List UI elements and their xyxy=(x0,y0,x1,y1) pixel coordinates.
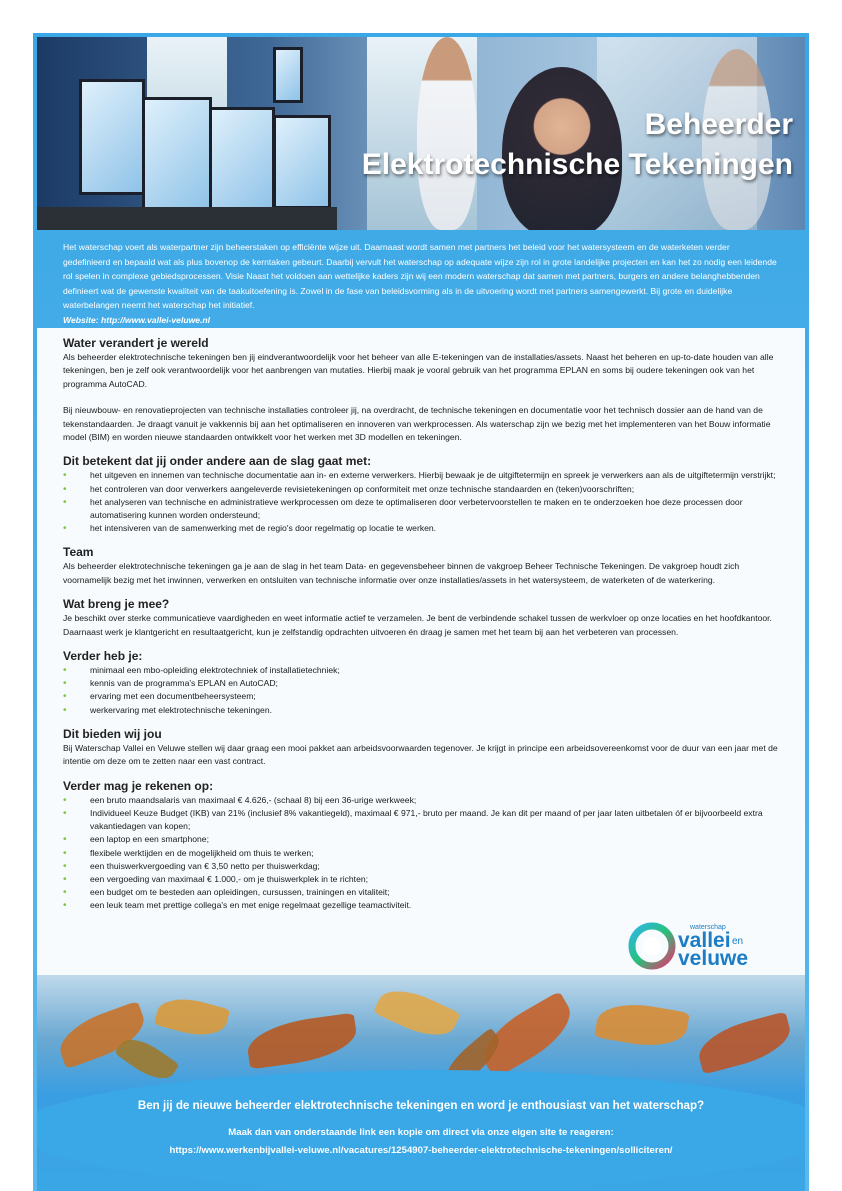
job-title-line1: Beheerder xyxy=(644,108,793,141)
monitor xyxy=(79,79,145,195)
list-item: • een bruto maandsalaris van maximaal € 4.626,- (schaal 8) bij een 36-urige werkweek; xyxy=(63,794,778,807)
leaf-shape xyxy=(245,1013,360,1070)
intro-block xyxy=(63,240,778,328)
header-photo xyxy=(37,37,805,230)
list-item: • een leuk team met prettige collega's en met enige regelmaat gezellige teamactiviteit. xyxy=(63,899,778,912)
list-item: • flexibele werktijden en de mogelijkheid om thuis te werken; xyxy=(63,847,778,860)
list-item: • Individueel Keuze Budget (IKB) van 21% (inclusief 8% vakantiegeld), maximaal € 971,- bruto per maand. Je kan dit per maand of per jaar laten uitbetalen óf er bijvoorbeeld extra vakantiedagen van kopen; xyxy=(63,807,778,833)
intro-text: Het waterschap voert als waterpartner zijn beheerstaken op efficiënte wijze uit. Daarnaast wordt samen met partners het beleid voor het watersysteem en de waterketen verder gedefinieerd en bepaald wat als plus bovenop de kerntaken gebeurt. Daarbij vervult het waterschap op adequate wijze zijn rol in grote landelijke projecten en kan het zo nodig een leidende rol spelen in complexe gebiedsprocessen. Visie Naast het voldoen aan wettelijke kaders zijn wij een modern waterschap dat samen met partners, burgers en andere belanghebbenden definieert wat de gewenste kwaliteit van de taakuitoefening is. Zowel in de fase van beleidsvorming als in de uitvoering wordt met partners samengewerkt. Bij grote en duidelijke waterbelangen neemt het waterschap het initiatief. xyxy=(63,242,777,311)
list-item: • het controleren van door verwerkers aangeleverde revisietekeningen op conformiteit met onze technische standaarden en (teken)voorschriften; xyxy=(63,483,778,496)
waterschap-logo xyxy=(628,918,780,973)
leaf-shape xyxy=(154,992,230,1043)
leaf-shape xyxy=(693,1011,795,1074)
monitor xyxy=(273,47,303,103)
list-item: • werkervaring met elektrotechnische tekeningen. xyxy=(63,704,778,717)
list-item: • ervaring met een documentbeheersysteem; xyxy=(63,690,778,703)
list-item: • een laptop en een smartphone; xyxy=(63,833,778,846)
section-team xyxy=(63,545,778,587)
list-item: • een budget om te besteden aan opleidingen, cursussen, trainingen en vitaliteit; xyxy=(63,886,778,899)
leaf-shape xyxy=(373,980,461,1046)
list-item: • kennis van de programma's EPLAN en AutoCAD; xyxy=(63,677,778,690)
requirements-list xyxy=(63,664,778,717)
section-tasks xyxy=(63,454,778,535)
list-item: • een vergoeding van maximaal € 1.000,- om je thuiswerkplek in te richten; xyxy=(63,873,778,886)
section-heading: Dit betekent dat jij onder andere aan de slag gaat met: xyxy=(63,454,372,469)
section-paragraph: Je beschikt over sterke communicatieve vaardigheden en weet informatie actief te verzamelen. Je bent de verbindende schakel tussen de werkvloer op onze locaties en het hoofdkantoor. Daarnaast werk je klantgericht en resultaatgericht, kun je zelfstandig opdrachten uitvoeren én draag je samen met het team bij aan het verbeteren van processen. xyxy=(63,613,772,637)
website-link[interactable]: Website: http://www.vallei-veluwe.nl xyxy=(63,314,211,325)
job-title-line2: Elektrotechnische Tekeningen xyxy=(361,148,793,181)
list-item: • een thuiswerkvergoeding van € 3,50 netto per thuiswerkdag; xyxy=(63,860,778,873)
job-title xyxy=(362,105,793,185)
section-paragraph: Als beheerder elektrotechnische tekeningen ben jij eindverantwoordelijk voor het beheer van alle E-tekeningen van de installaties/assets. Naast het beheren en up-to-date houden van alle tekeningen, ben je zelf ook verantwoordelijk voor het aanbrengen van mutaties. Hierbij maak je vooral gebruik van het programma EPLAN en soms bij oudere tekeningen ook van het programma AutoCAD. xyxy=(63,352,774,389)
section-water xyxy=(63,336,778,444)
monitor xyxy=(209,107,275,213)
apply-link[interactable]: https://www.werkenbijvallei-veluwe.nl/vacatures/1254907-beheerder-elektrotechnische-tekeningen/solliciteren/ xyxy=(169,1145,673,1156)
section-heading: Verder heb je: xyxy=(63,649,143,664)
desk xyxy=(37,207,337,230)
list-item: • het uitgeven en innemen van technische documentatie aan in- en externe verwerkers. Hierbij bewaak je de uitgiftetermijn en spreek je verwerkers aan als de uitgiftetermijn verstrijkt; xyxy=(63,469,778,482)
cta-instruction: Maak dan van onderstaande link een kopie om direct via onze eigen site te reageren: xyxy=(228,1127,614,1138)
section-heading: Water verandert je wereld xyxy=(63,336,209,350)
cta-question: Ben jij de nieuwe beheerder elektrotechnische tekeningen en word je enthousiast van het waterschap? xyxy=(137,1099,705,1112)
call-to-action xyxy=(37,1098,805,1160)
section-paragraph: Bij Waterschap Vallei en Veluwe stellen wij daar graag een mooi pakket aan arbeidsvoorwaarden tegenover. Je krijgt in principe een arbeidsovereenkomst voor de duur van een jaar met de intentie om deze om te zetten naar een vast contract. xyxy=(63,742,778,767)
list-item: • het intensiveren van de samenwerking met de regio's door regelmatig op locatie te werken. xyxy=(63,522,778,535)
logo-small-text: waterschap xyxy=(690,924,726,931)
section-benefits xyxy=(63,779,778,913)
monitor xyxy=(273,115,331,209)
section-heading: Wat breng je mee? xyxy=(63,597,170,612)
logo-word-vallei: vallei xyxy=(678,929,731,952)
section-heading: Verder mag je rekenen op: xyxy=(63,778,214,793)
section-offer xyxy=(63,727,778,769)
leaf-shape xyxy=(594,997,690,1052)
section-heading: Dit bieden wij jou xyxy=(63,726,162,741)
logo-word-veluwe: veluwe xyxy=(678,947,749,970)
section-paragraph: Als beheerder elektrotechnische tekeningen ga je aan de slag in het team Data- en gegevensbeheer binnen de vakgroep Beheer Technische Tekeningen. De vakgroep houdt zich voornamelijk bezig met het inwinnen, verwerken en ontsluiten van technische informatie over onze installaties/assets in het watersysteem, de waterketen of de waterkering. xyxy=(63,561,740,585)
section-bring xyxy=(63,597,778,639)
section-paragraph: Bij nieuwbouw- en renovatieprojecten van technische installaties controleer jij, na overdracht, de technische tekeningen en documentatie voor het technisch dossier aan de hand van de tekenstandaarden. Je draagt vanuit je vakkennis bij aan het optimaliseren en innoveren van werkprocessen. Als waterschap zijn we bezig met het implementeren van het Bouw informatie model (BIM) en worden nieuwe standaarden ontwikkelt voor het werken met 3D modellen en tekeningen. xyxy=(63,405,771,443)
task-list xyxy=(63,469,778,535)
list-item: • minimaal een mbo-opleiding elektrotechniek of installatietechniek; xyxy=(63,664,778,677)
logo-word-en: en xyxy=(732,936,744,947)
monitor xyxy=(142,97,212,213)
list-item: • het analyseren van technische en administratieve werkprocessen om deze te optimaliseren door verbetervoorstellen te maken en te onderzoeken hoe deze processen door automatisering kunnen worden ondersteund; xyxy=(63,496,778,522)
section-heading: Team xyxy=(63,545,94,560)
section-further xyxy=(63,649,778,717)
benefits-list xyxy=(63,794,778,913)
